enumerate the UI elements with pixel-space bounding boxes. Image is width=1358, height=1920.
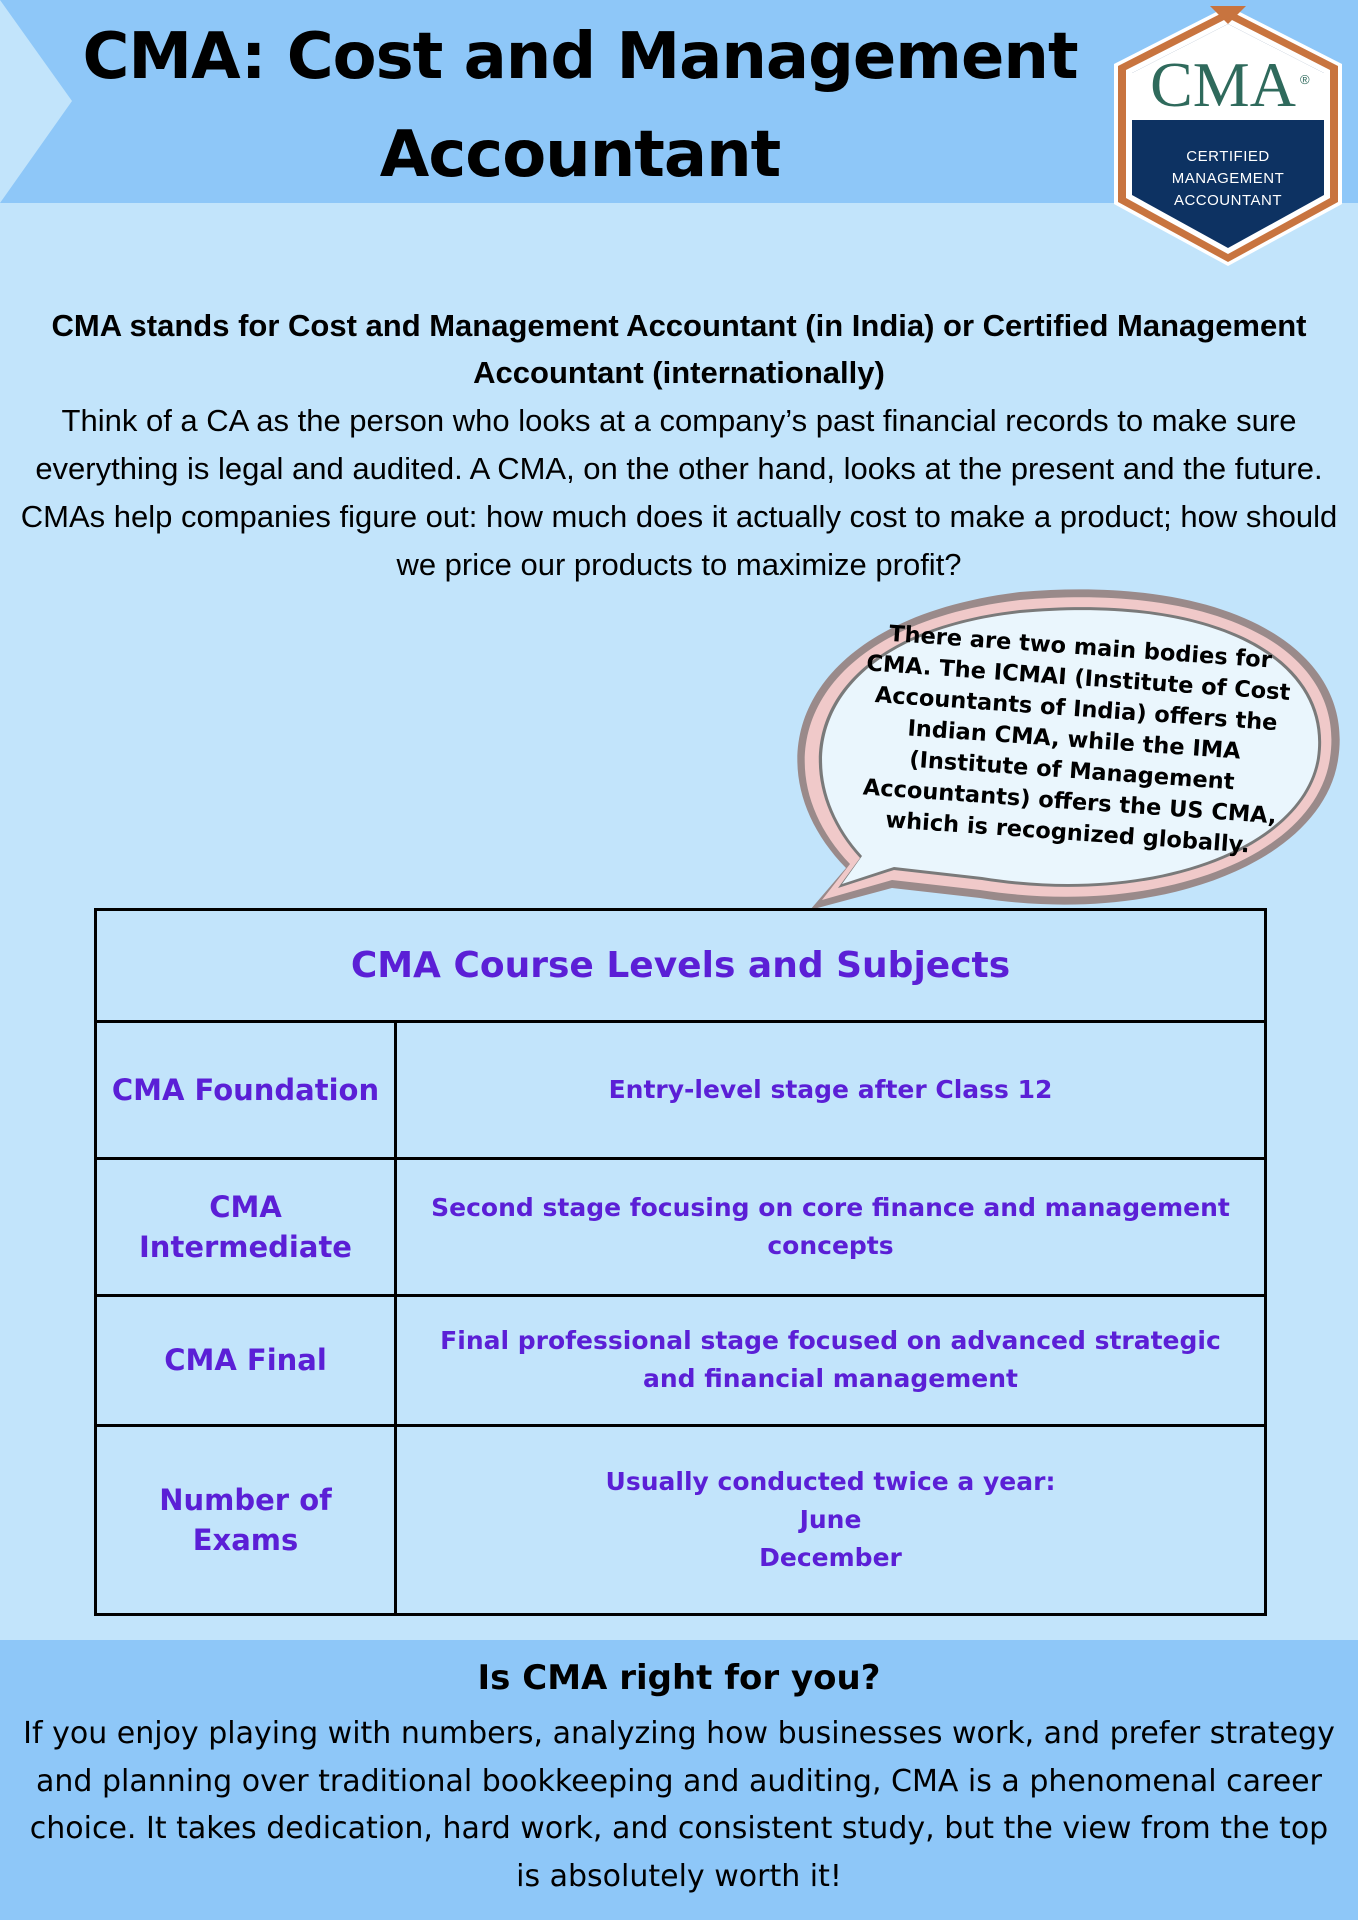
course-levels-table — [94, 908, 1267, 1616]
table-row — [96, 1159, 1266, 1296]
badge-line-1: CERTIFIED — [1186, 148, 1270, 165]
description-line: Entry-level stage after Class 12 — [608, 1075, 1053, 1105]
page-title: CMA: Cost and Management Accountant — [82, 20, 1078, 192]
badge-line-2: MANAGEMENT — [1171, 170, 1285, 187]
description-cell — [396, 1159, 1266, 1296]
badge-logo-text: CMA — [1150, 49, 1296, 120]
table-row — [96, 1295, 1266, 1426]
table-title: CMA Course Levels and Subjects — [96, 910, 1266, 1022]
level-cell: CMA Foundation — [96, 1022, 396, 1159]
level-cell: CMA Intermediate — [96, 1159, 396, 1296]
speech-bubble-text: There are two main bodies for CMA. The ICMAI (Institute of Cost Accountants of India) offers the Indian CMA, while the IMA (Institute of Management Accountants) offers the US CMA, which is recognized globally. — [862, 620, 1292, 859]
cma-badge-logo — [1106, 2, 1350, 270]
description-line: Second stage focusing on core finance and management concepts — [431, 1192, 1230, 1260]
table-row — [96, 1426, 1266, 1615]
description-cell — [396, 1295, 1266, 1426]
level-cell: CMA Final — [96, 1295, 396, 1426]
table-row — [96, 1022, 1266, 1159]
badge-line-3: ACCOUNTANT — [1173, 192, 1283, 209]
intro-body: Think of a CA as the person who looks at a company’s past financial records to make sure everything is legal and audited. A CMA, on the other hand, looks at the present and the future. CMAs help companies figure out: how much does it actually cost to make a product; how should we price our products to maximize profit? — [20, 403, 1338, 582]
description-line: Final professional stage focused on advanced strategic and financial management — [440, 1326, 1221, 1394]
description-cell — [396, 1426, 1266, 1615]
badge-registered-mark: ® — [1300, 72, 1310, 87]
intro-heading: CMA stands for Cost and Management Accountant (in India) or Certified Management Accountant (internationally) — [51, 308, 1307, 390]
description-cell — [396, 1022, 1266, 1159]
footer-heading: Is CMA right for you? — [477, 1658, 881, 1698]
table-title-row — [96, 910, 1266, 1022]
description-line: Usually conducted twice a year: — [605, 1467, 1056, 1497]
description-line: June — [799, 1505, 862, 1535]
footer-body: If you enjoy playing with numbers, analyzing how businesses work, and prefer strategy and planning over traditional bookkeeping and auditing, CMA is a phenomenal career choice. It takes dedication, hard work, and consistent study, but the view from the top is absolutely worth it! — [23, 1716, 1335, 1894]
description-line: December — [759, 1543, 902, 1573]
level-cell: Number of Exams — [96, 1426, 396, 1615]
